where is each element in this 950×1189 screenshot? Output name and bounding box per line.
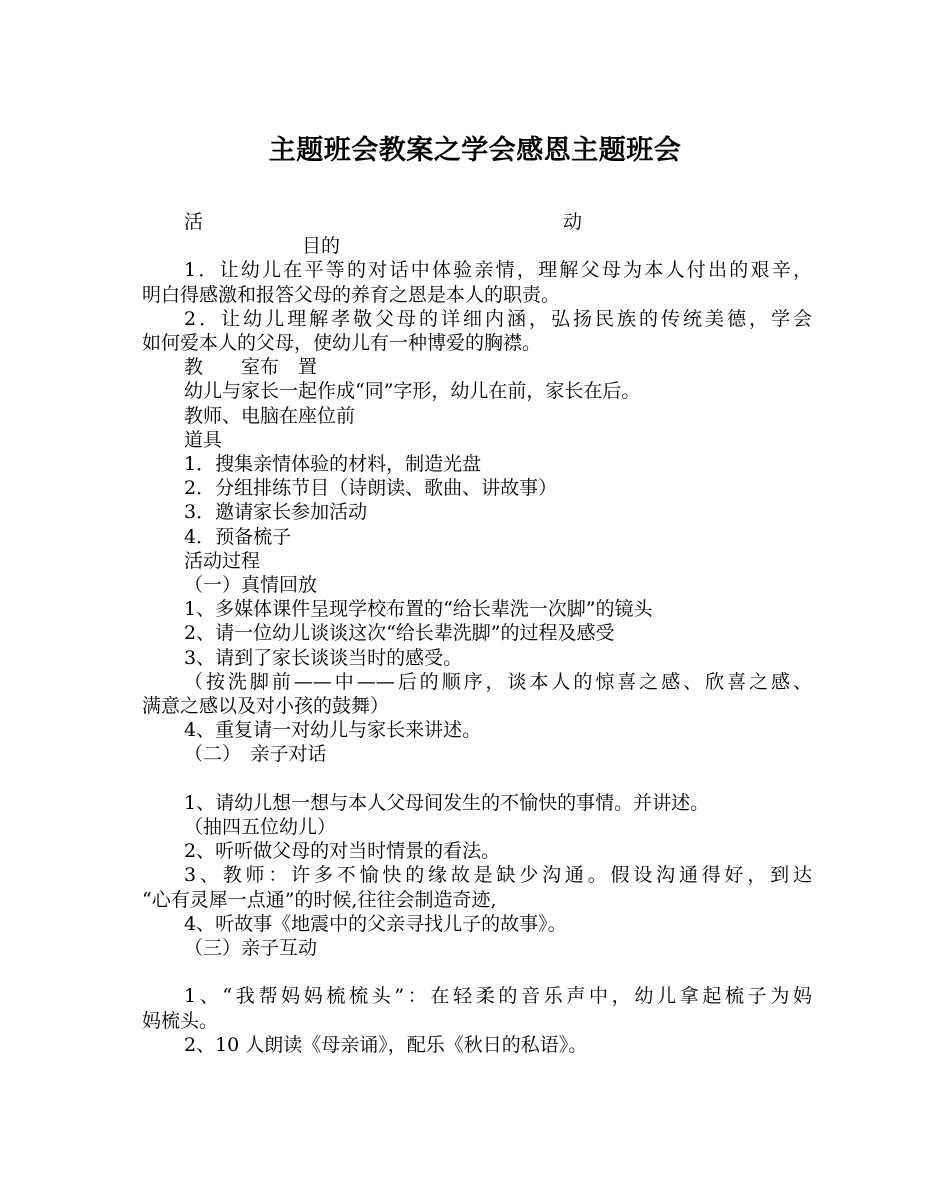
blank-line [142, 960, 812, 984]
section-1-heading: （一）真情回放 [184, 574, 318, 597]
heading-word-huo: 活 [184, 211, 204, 233]
section-2-item-4: 4、听故事《地震中的父亲寻找儿子的故事》。 [184, 912, 567, 935]
heading-word-mude: 目的 [302, 235, 341, 258]
props-item-4: 4．预备梳子 [184, 525, 292, 548]
props-item-2: 2．分组排练节目（诗朗读、歌曲、讲故事） [184, 477, 558, 500]
props-heading: 道具 [184, 428, 223, 451]
document-title: 主题班会教案之学会感恩主题班会 [268, 135, 682, 166]
section-2-heading: （二） 亲子对话 [184, 743, 327, 766]
section-3-heading: （三）亲子互动 [184, 937, 318, 960]
props-item-3: 3．邀请家长参加活动 [184, 501, 368, 524]
section-1-item-1: 1、多媒体课件呈现学校布置的“给长辈洗一次脚”的镜头 [184, 598, 653, 621]
section-1-item-4: 4、重复请一对幼儿与家长来讲述。 [184, 719, 482, 742]
section-2-item-1-note: （抽四五位幼儿） [184, 816, 337, 839]
props-item-1: 1．搜集亲情体验的材料，制造光盘 [184, 453, 482, 475]
section-2-item-1: 1、请幼儿想一想与本人父母间发生的不愉快的事情。并讲述。 [184, 791, 710, 814]
classroom-layout-heading: 教 室布 置 [184, 356, 318, 379]
heading-word-dong: 动 [563, 211, 583, 233]
section-3-item-2: 2、10 人朗读《母亲诵》，配乐《秋日的私语》。 [184, 1033, 588, 1056]
blank-line [142, 767, 812, 791]
section-3-item-1-line-2: 妈梳头。 [142, 1009, 219, 1032]
heading-purpose-line [142, 234, 812, 258]
section-2-item-3-line-2: “心有灵犀一点通”的时候,往往会制造奇迹, [142, 888, 497, 911]
section-1-note-line-1: （按洗脚前——中——后的顺序，谈本人的惊喜之感、欣喜之感、 [184, 670, 812, 693]
goal-1-line-1: 1．让幼儿在平等的对话中体验亲情，理解父母为本人付出的艰辛， [184, 259, 812, 282]
section-1-note-line-2: 满意之感以及对小孩的鼓舞） [142, 695, 390, 718]
section-2-item-3-line-1: 3、教师：许多不愉快的缘故是缺少沟通。假设沟通得好，到达 [184, 864, 812, 887]
goal-1-line-2: 明白得感激和报答父母的养育之恩是本人的职责。 [142, 283, 561, 306]
section-2-item-2: 2、听听做父母的对当时情景的看法。 [184, 840, 501, 863]
heading-activity-line [142, 210, 812, 234]
process-heading: 活动过程 [184, 549, 261, 572]
document-body [142, 210, 812, 1057]
section-1-item-3: 3、请到了家长谈谈当时的感受。 [184, 646, 463, 669]
goal-2-line-2: 如何爱本人的父母，使幼儿有一种博爱的胸襟。 [142, 331, 542, 354]
goal-2-line-1: 2．让幼儿理解孝敬父母的详细内涵，弘扬民族的传统美德，学会 [184, 307, 812, 330]
section-3-item-1-line-1: 1、“我帮妈妈梳梳头”：在轻柔的音乐声中，幼儿拿起梳子为妈 [184, 985, 812, 1008]
classroom-layout-line-1: 幼儿与家长一起作成“同”字形，幼儿在前，家长在后。 [184, 380, 641, 403]
classroom-layout-line-2: 教师、电脑在座位前 [184, 404, 356, 427]
section-1-item-2: 2、请一位幼儿谈谈这次“给长辈洗脚”的过程及感受 [184, 622, 615, 645]
